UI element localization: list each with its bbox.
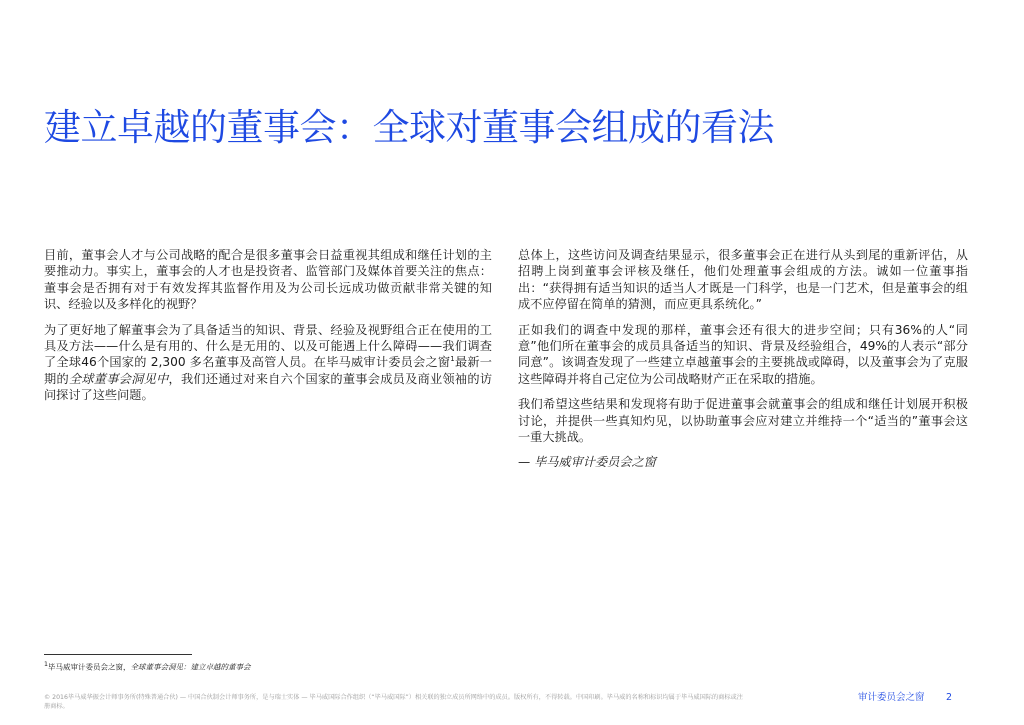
left-column xyxy=(44,247,492,413)
footnote-reference: 1 xyxy=(450,355,455,364)
footnote-divider xyxy=(44,654,192,655)
copyright-notice: © 2016毕马威华振会计师事务所(特殊普通合伙) — 中国合伙制会计师事务所，是与瑞士实体 — 毕马威国际合作组织（“毕马威国际”）相关联的独立成员所网络中的成员。版权所有，不得转载。中国印刷。毕马威的名称和标识均属于毕马威国际的商标或注册商标。 xyxy=(44,694,743,710)
footnote-text: 毕马威审计委员会之窗， xyxy=(47,662,131,672)
left-paragraph-2 xyxy=(44,322,492,404)
page-number: 2 xyxy=(946,692,953,703)
footnote-number: 1 xyxy=(44,661,48,668)
footnote-publication-title: 全球董事会洞见：建立卓越的董事会 xyxy=(130,662,251,672)
footer-section-label: 审计委员会之窗 xyxy=(858,692,925,703)
left-paragraph-2-text-b: 最新一期的 xyxy=(44,355,492,386)
right-paragraph-2: 正如我们的调查中发现的那样，董事会还有很大的进步空间；只有36%的人“同意”他们所在董事会的成员具备适当的知识、背景及经验组合，49%的人表示“部分同意”。该调查发现了一些建立卓越董事会的主要挑战或障碍，以及董事会为了克服这些障碍并将自己定位为公司战略财产正在采取的措施。 xyxy=(518,322,968,386)
footnote xyxy=(44,660,644,673)
right-column xyxy=(518,247,968,480)
right-paragraph-1: 总体上，这些访问及调查结果显示，很多董事会正在进行从头到尾的重新评估，从招聘上岗到董事会评核及继任，他们处理董事会组成的方法。诚如一位董事指出：“获得拥有适当知识的适当人才既是一门科学，也是一门艺术，但是董事会的组成不应停留在简单的猜测，而应更具系统化。” xyxy=(518,248,968,312)
left-paragraph-2-text-a: 为了更好地了解董事会为了具备适当的知识、背景、经验及视野组合正在使用的工具及方法——什么是有用的、什么是无用的、以及可能遇上什么障碍——我们调查了全球46个国家的 2,300 多名董事及高管人员。在毕马威审计委员会之窗 xyxy=(44,322,492,370)
publication-title: 全球董事会洞见中 xyxy=(68,371,169,386)
page-title: 建立卓越的董事会：全球对董事会组成的看法 xyxy=(44,105,774,149)
left-paragraph-2-text-c: ，我们还通过对来自六个国家的董事会成员及商业领袖的访问探讨了这些问题。 xyxy=(44,371,493,403)
signature: — 毕马威审计委员会之窗 xyxy=(518,455,656,470)
right-paragraph-3: 我们希望这些结果和发现将有助于促进董事会就董事会的组成和继任计划展开积极讨论，并提供一些真知灼见，以协助董事会应对建立并维持一个“适当的”董事会这一重大挑战。 xyxy=(518,397,968,445)
left-paragraph-1: 目前，董事会人才与公司战略的配合是很多董事会日益重视其组成和继任计划的主要推动力。事实上，董事会的人才也是投资者、监管部门及媒体首要关注的焦点：董事会是否拥有对于有效发挥其监督作用及为公司长远成功做贡献非常关键的知识、经验以及多样化的视野？ xyxy=(44,248,492,312)
